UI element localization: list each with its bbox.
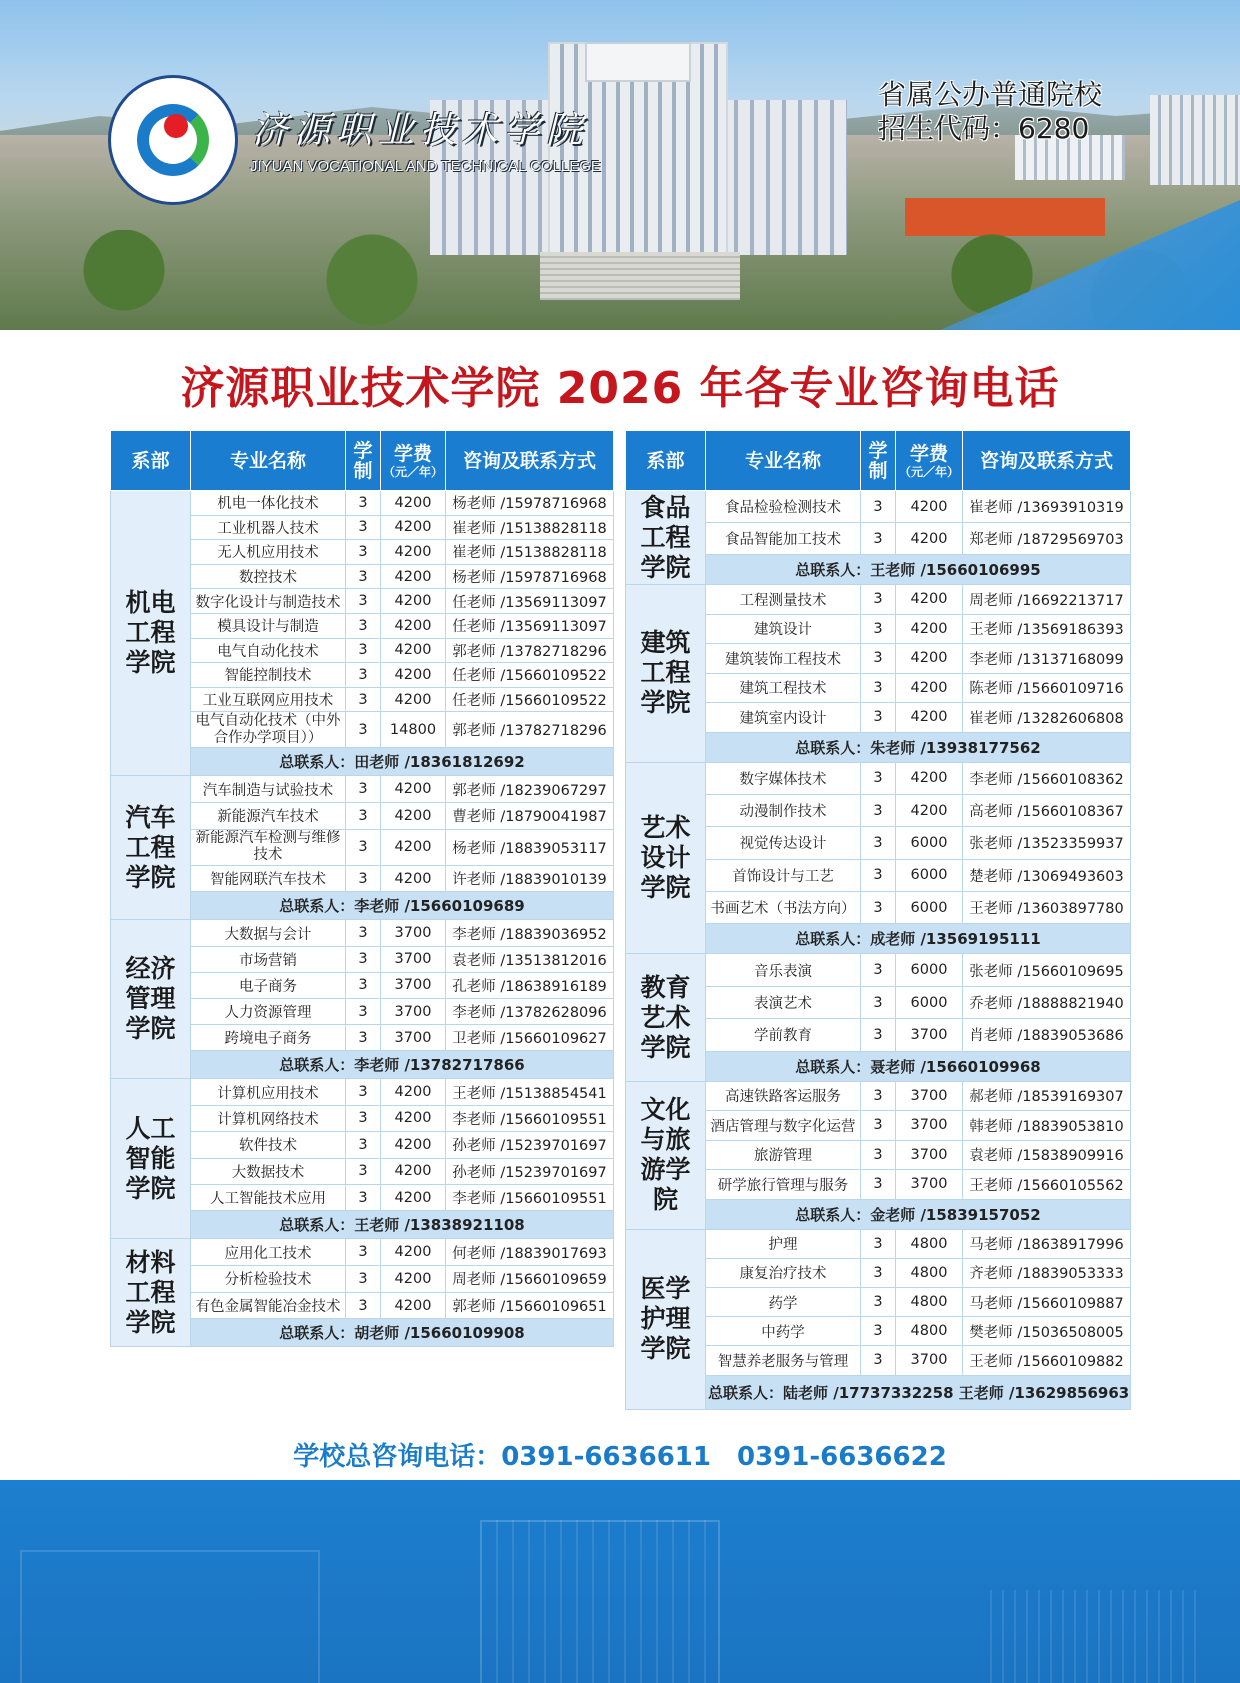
- dept-name-cell: 文化与旅游学院: [626, 1081, 706, 1229]
- contact-cell: 许老师 /18839010139: [446, 865, 614, 892]
- major-name-cell: 应用化工技术: [191, 1239, 346, 1266]
- years-cell: 3: [861, 859, 896, 891]
- major-name-cell: 汽车制造与试验技术: [191, 776, 346, 803]
- fee-cell: 3700: [896, 1346, 963, 1375]
- major-name-cell: 软件技术: [191, 1132, 346, 1158]
- header-years: 学制: [861, 431, 896, 491]
- dept-name-cell: 建筑工程学院: [626, 585, 706, 763]
- dept-name-cell: 医学护理学院: [626, 1229, 706, 1409]
- fee-cell: 4200: [381, 1105, 446, 1131]
- years-cell: 3: [346, 1265, 381, 1292]
- fee-cell: 4200: [381, 564, 446, 589]
- contact-cell: 袁老师 /13513812016: [446, 946, 614, 972]
- contact-cell: 李老师 /15660108362: [963, 762, 1131, 794]
- fee-cell: 4200: [381, 540, 446, 565]
- major-name-cell: 电气自动化技术（中外合作办学项目））: [191, 712, 346, 748]
- years-cell: 3: [861, 954, 896, 986]
- years-cell: 3: [861, 1229, 896, 1258]
- years-cell: 3: [346, 613, 381, 638]
- footer-phone-1[interactable]: 0391-6636611: [501, 1442, 711, 1472]
- major-name-cell: 跨境电子商务: [191, 1025, 346, 1051]
- years-cell: 3: [861, 644, 896, 674]
- dept-name-cell: 汽车工程学院: [111, 776, 191, 920]
- fee-cell: 6000: [896, 986, 963, 1018]
- contact-cell: 樊老师 /15036508005: [963, 1317, 1131, 1346]
- contact-cell: 周老师 /15660109659: [446, 1265, 614, 1292]
- fee-cell: 3700: [381, 972, 446, 998]
- fee-cell: 4200: [381, 663, 446, 688]
- major-name-cell: 电气自动化技术: [191, 638, 346, 663]
- years-cell: 3: [346, 946, 381, 972]
- fee-cell: 4200: [381, 1079, 446, 1105]
- fee-cell: 14800: [381, 712, 446, 748]
- major-name-cell: 建筑工程技术: [706, 673, 861, 703]
- contact-cell: 崔老师 /13693910319: [963, 491, 1131, 523]
- fee-cell: 4800: [896, 1317, 963, 1346]
- major-name-cell: 建筑室内设计: [706, 703, 861, 733]
- contact-cell: 王老师 /13603897780: [963, 892, 1131, 924]
- dept-name-cell: 艺术设计学院: [626, 762, 706, 954]
- dept-name-cell: 人工智能学院: [111, 1079, 191, 1239]
- header-fee-label: 学费: [393, 442, 432, 465]
- footer-band: [0, 1480, 1240, 1683]
- fee-cell: 4200: [896, 762, 963, 794]
- fee-cell: 4200: [896, 585, 963, 615]
- major-name-cell: 人工智能技术应用: [191, 1184, 346, 1210]
- years-cell: 3: [346, 1184, 381, 1210]
- contact-cell: 杨老师 /18839053117: [446, 829, 614, 865]
- major-name-cell: 有色金属智能冶金技术: [191, 1292, 346, 1319]
- header-fee: [381, 431, 446, 491]
- years-cell: 3: [861, 491, 896, 523]
- hero-badge: [878, 78, 1102, 146]
- major-name-cell: 工程测量技术: [706, 585, 861, 615]
- years-cell: 3: [346, 540, 381, 565]
- years-cell: 3: [861, 703, 896, 733]
- years-cell: 3: [346, 1132, 381, 1158]
- major-name-cell: 动漫制作技术: [706, 794, 861, 826]
- contact-cell: 郭老师 /18239067297: [446, 776, 614, 803]
- major-name-cell: 大数据与会计: [191, 920, 346, 946]
- contact-cell: 马老师 /18638917996: [963, 1229, 1131, 1258]
- contact-cell: 郑老师 /18729569703: [963, 523, 1131, 555]
- fee-cell: 4200: [896, 703, 963, 733]
- major-name-cell: 分析检验技术: [191, 1265, 346, 1292]
- years-cell: 3: [346, 998, 381, 1024]
- table-row: [626, 585, 1131, 615]
- footer-phone-line: [0, 1436, 1240, 1473]
- table-row: [626, 954, 1131, 986]
- major-name-cell: 首饰设计与工艺: [706, 859, 861, 891]
- table-row: [111, 491, 614, 516]
- major-name-cell: 新能源汽车技术: [191, 803, 346, 830]
- major-name-cell: 研学旅行管理与服务: [706, 1170, 861, 1200]
- years-cell: 3: [861, 892, 896, 924]
- table-row: [626, 1229, 1131, 1258]
- years-cell: 3: [346, 1292, 381, 1319]
- school-name-english: JIYUAN VOCATIONAL AND TECHNICAL COLLEGE: [250, 158, 601, 175]
- years-cell: 3: [861, 986, 896, 1018]
- fee-cell: 4800: [896, 1229, 963, 1258]
- years-cell: 3: [861, 614, 896, 644]
- fee-cell: 4200: [896, 644, 963, 674]
- contact-cell: 曹老师 /18790041987: [446, 803, 614, 830]
- major-name-cell: 康复治疗技术: [706, 1258, 861, 1287]
- hero-banner: [0, 0, 1240, 330]
- years-cell: 3: [346, 712, 381, 748]
- dept-name-cell: 材料工程学院: [111, 1239, 191, 1347]
- total-contact-cell: 总联系人：王老师 /15660106995: [706, 555, 1131, 585]
- years-cell: 3: [861, 585, 896, 615]
- contact-cell: 韩老师 /18839053810: [963, 1111, 1131, 1141]
- years-cell: 3: [861, 794, 896, 826]
- fee-cell: 4200: [381, 803, 446, 830]
- total-contact-cell: 总联系人：金老师 /15839157052: [706, 1199, 1131, 1229]
- major-name-cell: 食品智能加工技术: [706, 523, 861, 555]
- fee-cell: 4200: [896, 523, 963, 555]
- contact-cell: 李老师 /18839036952: [446, 920, 614, 946]
- header-fee-unit: （元／年）: [898, 464, 959, 479]
- years-cell: 3: [346, 687, 381, 712]
- contact-cell: 乔老师 /18888821940: [963, 986, 1131, 1018]
- years-cell: 3: [346, 803, 381, 830]
- contact-cell: 张老师 /13523359937: [963, 827, 1131, 859]
- major-name-cell: 视觉传达设计: [706, 827, 861, 859]
- years-cell: 3: [861, 1170, 896, 1200]
- years-cell: 3: [346, 1158, 381, 1184]
- total-contact-cell: 总联系人：李老师 /13782717866: [191, 1051, 614, 1079]
- fee-cell: 6000: [896, 859, 963, 891]
- major-name-cell: 旅游管理: [706, 1140, 861, 1170]
- years-cell: 3: [346, 1239, 381, 1266]
- major-name-cell: 数控技术: [191, 564, 346, 589]
- contact-cell: 杨老师 /15978716968: [446, 564, 614, 589]
- fee-cell: 4200: [381, 589, 446, 614]
- major-name-cell: 学前教育: [706, 1019, 861, 1051]
- years-cell: 3: [861, 673, 896, 703]
- total-contact-cell: 总联系人：朱老师 /13938177562: [706, 732, 1131, 762]
- fee-cell: 4800: [896, 1258, 963, 1287]
- major-name-cell: 建筑设计: [706, 614, 861, 644]
- contact-cell: 何老师 /18839017693: [446, 1239, 614, 1266]
- fee-cell: 4200: [896, 794, 963, 826]
- footer-ghost-building-left: [20, 1550, 320, 1683]
- major-name-cell: 药学: [706, 1288, 861, 1317]
- contact-cell: 周老师 /16692213717: [963, 585, 1131, 615]
- fee-cell: 4200: [896, 491, 963, 523]
- header-fee-unit: （元／年）: [382, 464, 443, 479]
- contact-cell: 王老师 /13569186393: [963, 614, 1131, 644]
- fee-cell: 3700: [896, 1111, 963, 1141]
- header-fee: [896, 431, 963, 491]
- footer-ghost-building-center: [480, 1520, 720, 1683]
- table-row: [111, 1239, 614, 1266]
- contact-cell: 楚老师 /13069493603: [963, 859, 1131, 891]
- major-name-cell: 书画艺术（书法方向）: [706, 892, 861, 924]
- years-cell: 3: [346, 1025, 381, 1051]
- major-name-cell: 表演艺术: [706, 986, 861, 1018]
- fee-cell: 4200: [381, 1292, 446, 1319]
- footer-phone-2[interactable]: 0391-6636622: [737, 1442, 947, 1472]
- contact-cell: 王老师 /15138854541: [446, 1079, 614, 1105]
- major-name-cell: 护理: [706, 1229, 861, 1258]
- fee-cell: 3700: [381, 946, 446, 972]
- fee-cell: 4200: [381, 776, 446, 803]
- years-cell: 3: [861, 1258, 896, 1287]
- total-contact-cell: 总联系人：李老师 /15660109689: [191, 892, 614, 920]
- major-name-cell: 机电一体化技术: [191, 491, 346, 516]
- major-name-cell: 无人机应用技术: [191, 540, 346, 565]
- years-cell: 3: [861, 1081, 896, 1111]
- years-cell: 3: [346, 865, 381, 892]
- table-row: [111, 920, 614, 946]
- major-name-cell: 高速铁路客运服务: [706, 1081, 861, 1111]
- major-name-cell: 智慧养老服务与管理: [706, 1346, 861, 1375]
- contact-cell: 袁老师 /15838909916: [963, 1140, 1131, 1170]
- major-name-cell: 工业机器人技术: [191, 515, 346, 540]
- years-cell: 3: [346, 920, 381, 946]
- table-row: [111, 1079, 614, 1105]
- major-name-cell: 数字媒体技术: [706, 762, 861, 794]
- fee-cell: 3700: [896, 1019, 963, 1051]
- contact-cell: 卫老师 /15660109627: [446, 1025, 614, 1051]
- years-cell: 3: [861, 1346, 896, 1375]
- years-cell: 3: [346, 589, 381, 614]
- contact-cell: 任老师 /15660109522: [446, 687, 614, 712]
- dept-name-cell: 食品工程学院: [626, 491, 706, 585]
- total-contact-cell: 总联系人：田老师 /18361812692: [191, 748, 614, 776]
- major-name-cell: 酒店管理与数字化运营: [706, 1111, 861, 1141]
- years-cell: 3: [861, 1111, 896, 1141]
- hero-clock-tower: [585, 42, 691, 82]
- header-dept: 系部: [626, 431, 706, 491]
- badge-line-1: 省属公办普通院校: [878, 78, 1103, 111]
- major-name-cell: 数字化设计与制造技术: [191, 589, 346, 614]
- fee-cell: 4800: [896, 1288, 963, 1317]
- major-name-cell: 音乐表演: [706, 954, 861, 986]
- fee-cell: 6000: [896, 827, 963, 859]
- fee-cell: 4200: [381, 491, 446, 516]
- contact-cell: 马老师 /1566010988​7: [963, 1288, 1131, 1317]
- contact-cell: 崔老师 /13282606808: [963, 703, 1131, 733]
- fee-cell: 4200: [381, 515, 446, 540]
- major-name-cell: 新能源汽车检测与维修技术: [191, 829, 346, 865]
- years-cell: 3: [861, 1019, 896, 1051]
- years-cell: 3: [346, 1105, 381, 1131]
- contact-cell: 陈老师 /15660109716: [963, 673, 1131, 703]
- contact-cell: 任老师 /13569113097: [446, 589, 614, 614]
- major-name-cell: 电子商务: [191, 972, 346, 998]
- page-title: 济源职业技术学院 2026 年各专业咨询电话: [180, 363, 1060, 414]
- fee-cell: 3700: [381, 998, 446, 1024]
- years-cell: 3: [346, 515, 381, 540]
- contact-cell: 王老师 /15660105562: [963, 1170, 1131, 1200]
- contact-cell: 郭老师 /15660109651: [446, 1292, 614, 1319]
- contact-cell: 孔老师 /18638916189: [446, 972, 614, 998]
- major-name-cell: 智能网联汽车技术: [191, 865, 346, 892]
- years-cell: 3: [346, 638, 381, 663]
- fee-cell: 4200: [381, 829, 446, 865]
- years-cell: 3: [861, 1288, 896, 1317]
- total-contact-cell: 总联系人：成老师 /13569195111: [706, 924, 1131, 954]
- contact-cell: 杨老师 /15978716968: [446, 491, 614, 516]
- major-name-cell: 大数据技术: [191, 1158, 346, 1184]
- header-major: 专业名称: [706, 431, 861, 491]
- major-name-cell: 市场营销: [191, 946, 346, 972]
- dept-name-cell: 经济管理学院: [111, 920, 191, 1079]
- footer-phone-label: 学校总咨询电话：: [293, 1442, 502, 1472]
- fee-cell: 6000: [896, 892, 963, 924]
- fee-cell: 4200: [381, 1158, 446, 1184]
- table-header-row: [626, 431, 1131, 491]
- school-name-chinese: 济源职业技术学院: [252, 110, 589, 151]
- header-dept: 系部: [111, 431, 191, 491]
- header-contact: 咨询及联系方式: [963, 431, 1131, 491]
- fee-cell: 3700: [381, 920, 446, 946]
- fee-cell: 4200: [381, 687, 446, 712]
- contact-cell: 孙老师 /15239701697: [446, 1132, 614, 1158]
- years-cell: 3: [346, 564, 381, 589]
- majors-table-right: [625, 430, 1131, 1410]
- major-name-cell: 模具设计与制造: [191, 613, 346, 638]
- contact-cell: 郭老师 /13782718296: [446, 638, 614, 663]
- total-contact-cell: 总联系人：王老师 /13838921108: [191, 1211, 614, 1239]
- years-cell: 3: [346, 491, 381, 516]
- total-contact-cell: 总联系人：聂老师 /15660109968: [706, 1051, 1131, 1081]
- years-cell: 3: [346, 829, 381, 865]
- major-name-cell: 智能控制技术: [191, 663, 346, 688]
- footer-ghost-building-right: [980, 1590, 1200, 1683]
- contact-cell: 李老师 /13782628096: [446, 998, 614, 1024]
- major-name-cell: 人力资源管理: [191, 998, 346, 1024]
- table-row: [626, 1081, 1131, 1111]
- contact-cell: 郝老师 /18539169307: [963, 1081, 1131, 1111]
- contact-cell: 孙老师 /15239701697: [446, 1158, 614, 1184]
- major-name-cell: 计算机网络技术: [191, 1105, 346, 1131]
- major-name-cell: 中药学: [706, 1317, 861, 1346]
- major-name-cell: 建筑装饰工程技术: [706, 644, 861, 674]
- table-row: [626, 491, 1131, 523]
- header-years: 学制: [346, 431, 381, 491]
- fee-cell: 6000: [896, 954, 963, 986]
- header-fee-label: 学费: [909, 442, 948, 465]
- table-row: [626, 762, 1131, 794]
- fee-cell: 3700: [896, 1140, 963, 1170]
- college-logo-icon: [108, 75, 238, 205]
- years-cell: 3: [346, 972, 381, 998]
- fee-cell: 3700: [896, 1081, 963, 1111]
- major-name-cell: 计算机应用技术: [191, 1079, 346, 1105]
- badge-line-2: 招生代码：6280: [878, 112, 1090, 145]
- years-cell: 3: [861, 523, 896, 555]
- fee-cell: 4200: [381, 1239, 446, 1266]
- total-contact-cell: 总联系人：陆老师 /17737332258 王老师 /13629856963: [706, 1375, 1131, 1409]
- fee-cell: 4200: [381, 1265, 446, 1292]
- fee-cell: 4200: [896, 614, 963, 644]
- contact-cell: 李老师 /13137168099: [963, 644, 1131, 674]
- major-name-cell: 食品检验检测技术: [706, 491, 861, 523]
- majors-table-left: [110, 430, 614, 1347]
- contact-cell: 崔老师 /15138828118: [446, 515, 614, 540]
- header-contact: 咨询及联系方式: [446, 431, 614, 491]
- table-header-row: [111, 431, 614, 491]
- years-cell: 3: [861, 762, 896, 794]
- dept-name-cell: 教育艺术学院: [626, 954, 706, 1081]
- total-contact-cell: 总联系人：胡老师 /15660109908: [191, 1319, 614, 1347]
- years-cell: 3: [346, 663, 381, 688]
- hero-building-right: [1150, 95, 1240, 185]
- years-cell: 3: [861, 827, 896, 859]
- fee-cell: 4200: [381, 638, 446, 663]
- header-major: 专业名称: [191, 431, 346, 491]
- contact-cell: 肖老师 /18839053686: [963, 1019, 1131, 1051]
- dept-name-cell: 机电工程学院: [111, 491, 191, 776]
- major-name-cell: 工业互联网应用技术: [191, 687, 346, 712]
- contact-cell: 李老师 /15660109551: [446, 1184, 614, 1210]
- table-row: [111, 776, 614, 803]
- contact-cell: 任老师 /15660109522: [446, 663, 614, 688]
- fee-cell: 3700: [381, 1025, 446, 1051]
- fee-cell: 4200: [381, 613, 446, 638]
- years-cell: 3: [346, 776, 381, 803]
- contact-cell: 齐老师 /18839053333: [963, 1258, 1131, 1287]
- contact-cell: 李老师 /15660109551: [446, 1105, 614, 1131]
- years-cell: 3: [861, 1140, 896, 1170]
- contact-cell: 崔老师 /15138828118: [446, 540, 614, 565]
- logo-red-dot: [164, 114, 188, 138]
- contact-cell: 任老师 /13569113097: [446, 613, 614, 638]
- contact-cell: 王老师 /15660109882: [963, 1346, 1131, 1375]
- fee-cell: 4200: [381, 865, 446, 892]
- fee-cell: 4200: [381, 1184, 446, 1210]
- contact-cell: 张老师 /15660109695: [963, 954, 1131, 986]
- years-cell: 3: [861, 1317, 896, 1346]
- contact-cell: 郭老师 /13782718296: [446, 712, 614, 748]
- fee-cell: 4200: [896, 673, 963, 703]
- years-cell: 3: [346, 1079, 381, 1105]
- fee-cell: 4200: [381, 1132, 446, 1158]
- contact-cell: 高老师 /15660108367: [963, 794, 1131, 826]
- fee-cell: 3700: [896, 1170, 963, 1200]
